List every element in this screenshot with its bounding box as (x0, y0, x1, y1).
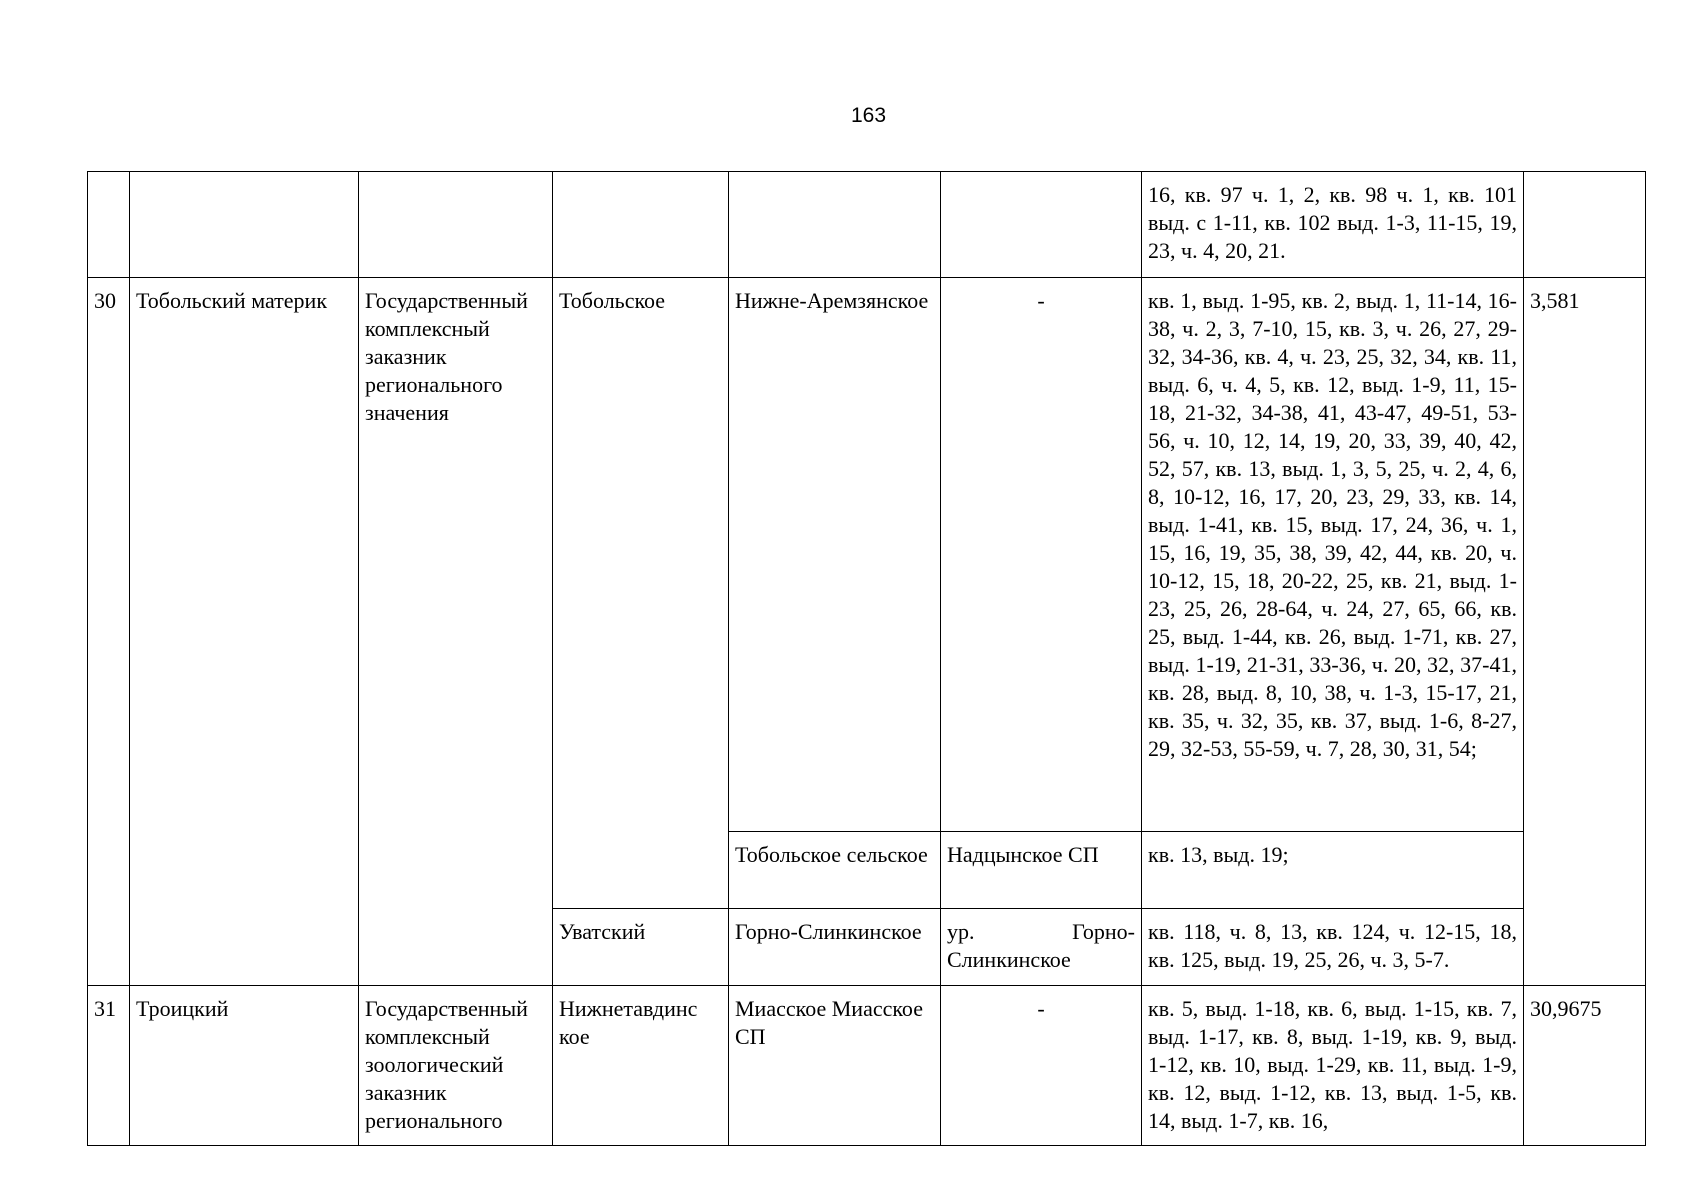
table-row-continuation (88, 172, 1646, 278)
cell-name: Троицкий (130, 986, 359, 1146)
cell-forestry: Тобольское сельское (729, 832, 941, 909)
cell-name (130, 172, 359, 278)
cell-blocks: кв. 5, выд. 1-18, кв. 6, выд. 1-15, кв. 7, выд. 1-17, кв. 8, выд. 1-19, кв. 9, выд. 1-12, кв. 10, выд. 1-29, кв. 11, выд. 1-9, кв. 12, выд. 1-12, кв. 13, выд. 1-5, кв. 14, выд. 1-7, кв. 16, (1142, 986, 1524, 1146)
cell-forestry: Горно-Слинкинское (729, 909, 941, 986)
protected-areas-table (87, 171, 1646, 1146)
cell-tract (941, 172, 1142, 278)
cell-blocks: кв. 13, выд. 19; (1142, 832, 1524, 909)
cell-blocks: кв. 118, ч. 8, 13, кв. 124, ч. 12-15, 18, кв. 125, выд. 19, 25, 26, ч. 3, 5-7. (1142, 909, 1524, 986)
cell-number: 31 (88, 986, 130, 1146)
table-row-30 (88, 278, 1646, 832)
cell-tract: - (941, 278, 1142, 832)
cell-forestry: Нижне-Аремзянское (729, 278, 941, 832)
cell-tract: Надцынское СП (941, 832, 1142, 909)
cell-type: Государственный комплексный зоологический заказник регионального (359, 986, 553, 1146)
tract-line-2: Слинкинское (947, 947, 1071, 972)
cell-area: 30,9675 (1524, 986, 1646, 1146)
cell-district (553, 172, 729, 278)
cell-tract: - (941, 986, 1142, 1146)
cell-tract (941, 909, 1142, 986)
cell-area (1524, 172, 1646, 278)
cell-blocks: кв. 1, выд. 1-95, кв. 2, выд. 1, 11-14, 16-38, ч. 2, 3, 7-10, 15, кв. 3, ч. 26, 27, 29-32, 34-36, кв. 4, ч. 23, 25, 32, 34, кв. 11, выд. 6, ч. 4, 5, кв. 12, выд. 1-9, 11, 15-18, 21-32, 34-38, 41, 43-47, 49-51, 53-56, ч. 10, 12, 14, 19, 20, 33, 39, 40, 42, 52, 57, кв. 13, выд. 1, 3, 5, 25, ч. 2, 4, 6, 8, 10-12, 16, 17, 20, 23, 29, 33, кв. 14, выд. 1-41, кв. 15, выд. 17, 24, 36, ч. 1, 15, 16, 19, 35, 38, 39, 42, 44, кв. 20, ч. 10-12, 15, 18, 20-22, 25, кв. 21, выд. 1-23, 25, 26, 28-64, ч. 24, 27, 65, 66, кв. 25, выд. 1-44, кв. 26, выд. 1-71, кв. 27, выд. 1-19, 21-31, 33-36, ч. 20, 32, 37-41, кв. 28, выд. 8, 10, 38, ч. 1-3, 15-17, 21, кв. 35, ч. 32, 35, кв. 37, выд. 1-6, 8-27, 29, 32-53, 55-59, ч. 7, 28, 30, 31, 54; (1142, 278, 1524, 832)
cell-name: Тобольский материк (130, 278, 359, 986)
cell-forestry (729, 172, 941, 278)
page-number: 163 (850, 104, 887, 127)
cell-district: Тобольское (553, 278, 729, 909)
cell-forestry: Миасское Миасское СП (729, 986, 941, 1146)
tract-line-1: ур. Горно- (947, 919, 1135, 944)
cell-number: 30 (88, 278, 130, 986)
cell-blocks: 16, кв. 97 ч. 1, 2, кв. 98 ч. 1, кв. 101 выд. с 1-11, кв. 102 выд. 1-3, 11-15, 19, 23, ч. 4, 20, 21. (1142, 172, 1524, 278)
cell-district: Уватский (553, 909, 729, 986)
cell-type: Государственный комплексный заказник регионального значения (359, 278, 553, 986)
cell-area: 3,581 (1524, 278, 1646, 986)
cell-type (359, 172, 553, 278)
cell-district: Нижнетавдинс кое (553, 986, 729, 1146)
cell-number (88, 172, 130, 278)
table-row-31 (88, 986, 1646, 1146)
